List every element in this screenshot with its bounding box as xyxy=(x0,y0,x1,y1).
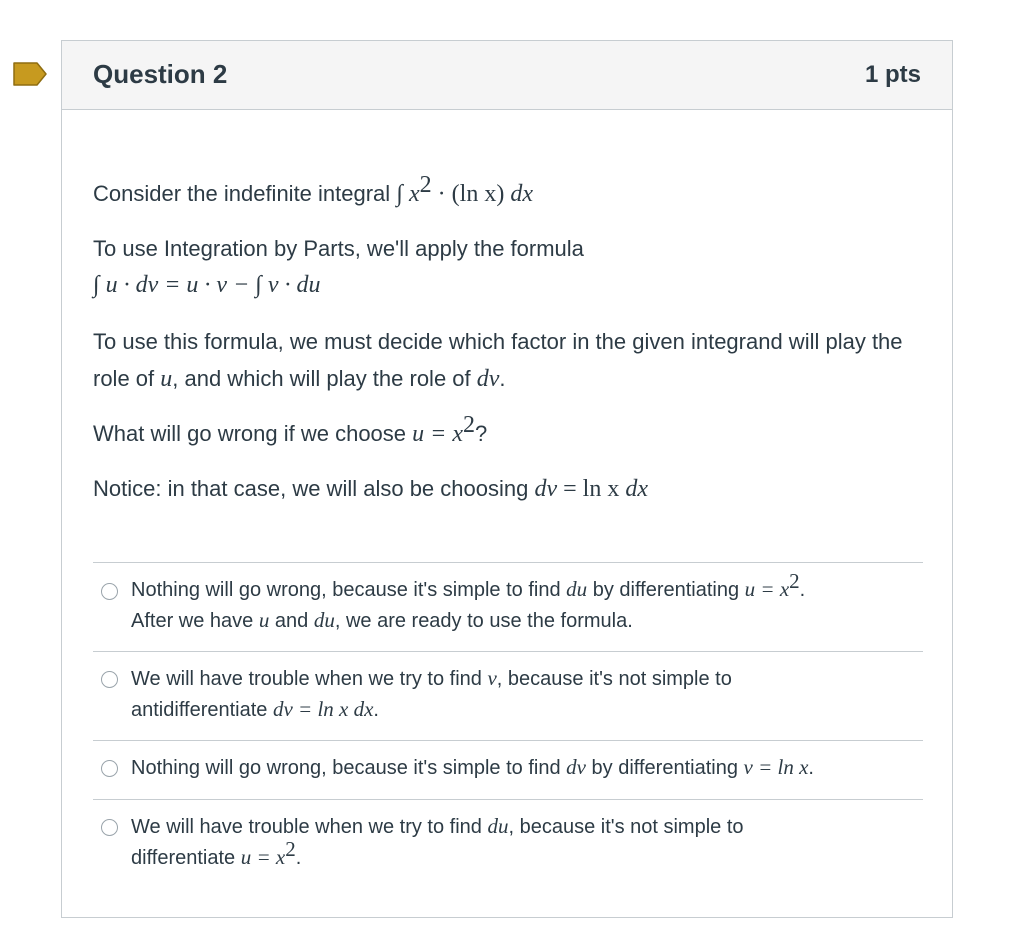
prompt-paragraph-1: Consider the indefinite integral ∫ $x^2 \cdot (\ln$ x) dx xyxy=(93,172,533,207)
answer-option-3[interactable] xyxy=(93,740,923,799)
question-points: 1 pts xyxy=(864,61,921,88)
answer-option-2[interactable] xyxy=(93,651,923,740)
answer-option-1[interactable] xyxy=(93,562,923,651)
radio-button[interactable] xyxy=(101,819,118,836)
prompt-paragraph-4: What will go wrong if we choose $u = x^2$? xyxy=(93,412,488,447)
question-title: Question 2 xyxy=(93,59,228,89)
answer-label[interactable]: Nothing will go wrong, because it's simple to find du by differentiating $u = x^2$. After we have u and du, we are ready to use the formula. xyxy=(131,569,806,632)
question-card xyxy=(61,40,953,918)
integration-by-parts-formula: ∫ u · dv = u · v − ∫ v · du xyxy=(93,272,321,298)
bookmark-flag-icon[interactable] xyxy=(13,62,47,86)
radio-button[interactable] xyxy=(101,671,118,688)
answer-label[interactable]: We will have trouble when we try to find du, because it's not simple to differentiate $u = x^2$. xyxy=(131,814,744,869)
prompt-paragraph-3: To use this formula, we must decide which factor in the given integrand will play the role of u, and which will play the role of dv. xyxy=(93,329,903,392)
prompt-text: Consider the indefinite integral xyxy=(93,181,391,206)
answer-list xyxy=(93,562,923,888)
prompt-paragraph-5: Notice: in that case, we will also be choosing dv = ln x dx xyxy=(93,476,648,502)
radio-button[interactable] xyxy=(101,760,118,777)
answer-label[interactable]: Nothing will go wrong, because it's simple to find dv by differentiating v = ln x. xyxy=(131,755,814,779)
prompt-paragraph-2: To use Integration by Parts, we'll apply the formula ∫ u · dv = u · v − ∫ v · du xyxy=(93,230,923,304)
answer-label[interactable]: We will have trouble when we try to find v, because it's not simple to antidifferentiate dv = ln x dx. xyxy=(131,666,732,721)
answer-option-4[interactable] xyxy=(93,799,923,888)
radio-button[interactable] xyxy=(101,583,118,600)
question-header xyxy=(62,41,952,110)
